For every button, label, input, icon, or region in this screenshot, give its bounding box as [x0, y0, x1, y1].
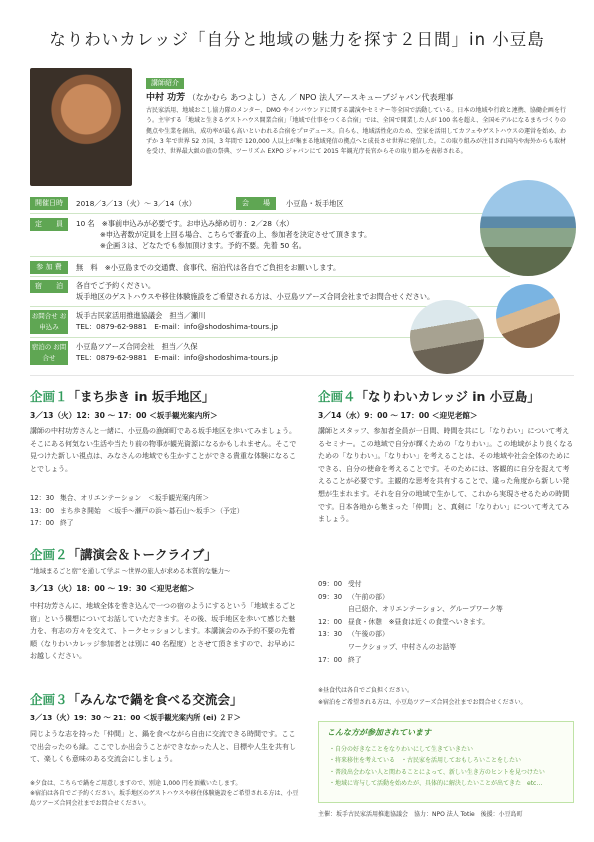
target-item: ・普段出会わない人と関わることによって、新しい生き方のヒントを見つけたい — [329, 768, 545, 776]
plan3-title: 企画３「みんなで鍋を食べる交流会」 — [30, 692, 243, 707]
schedule-item: 12：00 昼食・休憩 ※昼食は近くの食堂へいきます。 — [318, 617, 490, 626]
target-item: ・将来移住を考えている ・古民家を活用しておもしろいことをしたい — [329, 757, 522, 765]
plan4-notes — [318, 685, 574, 709]
speaker-name-line — [146, 90, 453, 103]
stay-line: 坂手地区のゲストハウスや移住体験施設をご希望される方は、小豆島ツアーズ合同会社までお問合せください。 — [76, 292, 435, 301]
capacity-line: ※企画３は、どなたでも参加頂けます。予約不要。先着 50 名。 — [76, 241, 306, 250]
schedule-item: 17：00 終了 — [318, 655, 362, 664]
plan4-body: 講師とスタッフ、参加者全員が一日間、時間を共にし「なりわい」について考えるセミナー。この地域で自分が輝くための「なりわい」。この地域がより良くなるための「なりわい」。「なりわい」を考えることは、その地域や社会全体のためにできる、自分の使命を考えることです。そのためには、客観的に自分を捉えて考えることが必要です。主観的な思考を共有することで、違った角度から新しい発想が生まれます。それを自分の地域で生かして、これから実現させるための時間です。日本各地から集まった「仲間」と、真剣に「なりわい」について考えてみましょう。 — [318, 427, 574, 524]
stay-line: 各自でご予約ください。 — [76, 281, 156, 290]
note-line: ※夕食は、こちらで鍋をご用意しますので、別途 1,000 円を頂戴いたします。 — [30, 780, 242, 787]
contact1-line: 坂手古民家活用推進協議会 担当／瀬川 — [76, 311, 206, 320]
page-title: なりわいカレッジ「自分と地域の魅力を探す２日間」in 小豆島 — [49, 30, 545, 49]
contact2-line: 小豆島ツアーズ合同会社 担当／久保 — [76, 342, 198, 351]
venue-value: 小豆島・坂手地区 — [286, 199, 344, 208]
speaker-bio: 古民家活用、地域おこし協力隊のメンター、DMO やインバウンドに関する講演やセミナー等全国で活動している。日本の地域や行政と連携、協働企画を行う。主宰する「地域と生きるゲストハウス開業合宿」「地域で仕事をつくる合宿」では、全国で開業した人が 100 名を超え、全国モデルになるまちづくりの拠点や生業を創出、成功率が最も高いといわれる合宿をプロデュース。自らも、地域活性化のため、空家を活用してカフェやゲストハウスの運営を始め、わずか 3 年で世界 52 カ国、3 年間で 120,000 人以上が集まる地域発信の拠点へと成長させ世界に発信した。この取り組みが注目され国内や海外からも取材を受け、世界最大級の旅の祭典、ツーリズム EXPO ジャパンにて 2015 年観光庁長官からその取り組みを表彰される。 — [146, 107, 566, 156]
plan4-date: 3／14（水）9：00 ～ 17：00 ＜迎児老館＞ — [318, 411, 478, 420]
plan2-date: 3／13（火）18：00 ～ 19：30 ＜迎児老館＞ — [30, 584, 195, 593]
plan4-title: 企画４「なりわいカレッジ in 小豆島」 — [318, 389, 540, 404]
plan2-body: 中村功芳さんに、地域全体を巻き込んで一つの宿のようにするという「地域まるごと宿」という構想についてお話していただきます。その後、坂手地区を歩いて感じた魅力を、有志の方々を交えて、トークセッションします。本講演会のみ予約不要の先着順（なりわいカレッジ参加者とは別に 40 名程度）とさせて頂きますので、お早めにお越しください。 — [30, 602, 296, 661]
plan2-title: 企画２「講演会＆トークライブ」 — [30, 547, 217, 562]
plan3-date: 3／13（火）19：30 ～ 21：00 ＜坂手観光案内所 (ei) ２Ｆ＞ — [30, 713, 241, 722]
dates-value: 2018／3／13（火）～ 3／14（水） — [76, 199, 196, 208]
fee-label: 参 加 費 — [30, 261, 68, 274]
landscape-photo — [480, 180, 576, 276]
plan3-notes — [30, 779, 300, 809]
schedule-item: 17：00 終了 — [30, 519, 74, 528]
contact1-line: TEL：0879-62-9881 E-mail：info@shodoshima-tours.jp — [76, 322, 278, 331]
alley-photo — [410, 300, 484, 374]
organizer-credits: 主催：坂手古民家活用推進協議会 協力：NPO 法人 Totie 後援：小豆島町 — [318, 811, 523, 818]
plan4-schedule — [318, 578, 503, 666]
note-line: ※宿泊をご希望される方は、小豆島ツアーズ合同会社までお問合せください。 — [318, 699, 527, 706]
plan2-subtitle: “地域まるごと宿”を通して学ぶ ～世界の旅人が求める本質的な魅力～ — [30, 567, 231, 575]
target-title: こんな方が参加されています — [327, 728, 431, 737]
contact1-label: お問合せ お申込み — [30, 310, 68, 334]
fee-value: 無 料 ※小豆島までの交通費、食事代、宿泊代は各自でご負担をお願いします。 — [76, 263, 341, 272]
speaker-photo — [30, 68, 132, 186]
capacity-label: 定 員 — [30, 218, 68, 231]
contact2-line: TEL：0879-62-9881 E-mail：info@shodoshima-tours.jp — [76, 353, 278, 362]
speaker-affiliation: ／ NPO 法人アースキューブジャパン代表理事 — [288, 93, 454, 102]
cat-photo — [496, 284, 560, 348]
note-line: ※昼食代は各自でご負担ください。 — [318, 687, 414, 694]
divider — [30, 213, 510, 214]
target-item: ・地域に寄与して活動を始めたが、具体的に解決したいことが出てきた etc… — [329, 779, 543, 787]
target-audience-box — [318, 721, 574, 803]
plan1-date: 3／13（火）12：30 ～ 17：00 ＜坂手観光案内所＞ — [30, 411, 218, 420]
schedule-item: 12：30 集合、オリエンテーション ＜坂手観光案内所＞ — [30, 494, 210, 502]
capacity-line: ※申込者数が定員を上回る場合、こちらで審査の上、参加者を決定させて頂きます。 — [76, 230, 372, 239]
schedule-item: 09：30 （午前の部） — [318, 592, 389, 601]
section-divider — [30, 375, 574, 376]
contact2-label: 宿泊の お問合せ — [30, 341, 68, 365]
divider — [30, 256, 510, 257]
schedule-item: 09：00 受付 — [318, 580, 362, 588]
speaker-tag: 講師紹介 — [146, 70, 184, 89]
plan1-schedule — [30, 492, 244, 530]
dates-label: 開催日時 — [30, 197, 68, 210]
venue-label: 会 場 — [236, 197, 276, 210]
schedule-item: ワークショップ、中村さんのお話等 — [348, 642, 457, 651]
capacity-line: 10 名 ※事前申込みが必要です。お申込み締め切り：2／28（水） — [76, 219, 294, 228]
speaker-name: 中村 功芳 — [146, 93, 186, 103]
stay-label: 宿 泊 — [30, 280, 68, 293]
plan1-body: 講師の中村功芳さんと一緒に、小豆島の漁師町である坂手地区を歩いてみましょう。そこにある何気ない生活や当たり前の物事が観光資源になるかもしれません。そこで見つけた新しい視点は、みなさんの地域でも生かすことができる貴重な体験になることでしょう。 — [30, 427, 297, 473]
plan3-body: 同じような志を持った「仲間」と、鍋を食べながら自由に交流できる時間です。ここで出会ったのも縁。ここでしか出会うことができなかった人と、目標や人生を共有して、楽しくも意味のある交流会にしましょう。 — [30, 730, 296, 764]
schedule-item: 13：30 （午後の部） — [318, 630, 389, 639]
speaker-kana: （なかむら あつよし）さん — [187, 93, 287, 102]
target-item: ・自分の好きなことをなりわいにして生きていきたい — [329, 746, 474, 753]
schedule-item: 13：00 まち歩き開始 ＜坂手～瀬戸の浜～碁石山～坂手＞（予定） — [30, 506, 244, 515]
target-list — [329, 744, 545, 789]
divider — [30, 276, 510, 277]
schedule-item: 自己紹介、オリエンテーション、グループワーク等 — [348, 605, 503, 614]
note-line: ※宿泊は各自でご予約ください。坂手地区のゲストハウスや移住体験施設をご希望される方は、小豆島ツアーズ合同会社までお問合せください。 — [30, 790, 299, 807]
plan1-title: 企画１「まち歩き in 坂手地区」 — [30, 389, 215, 404]
